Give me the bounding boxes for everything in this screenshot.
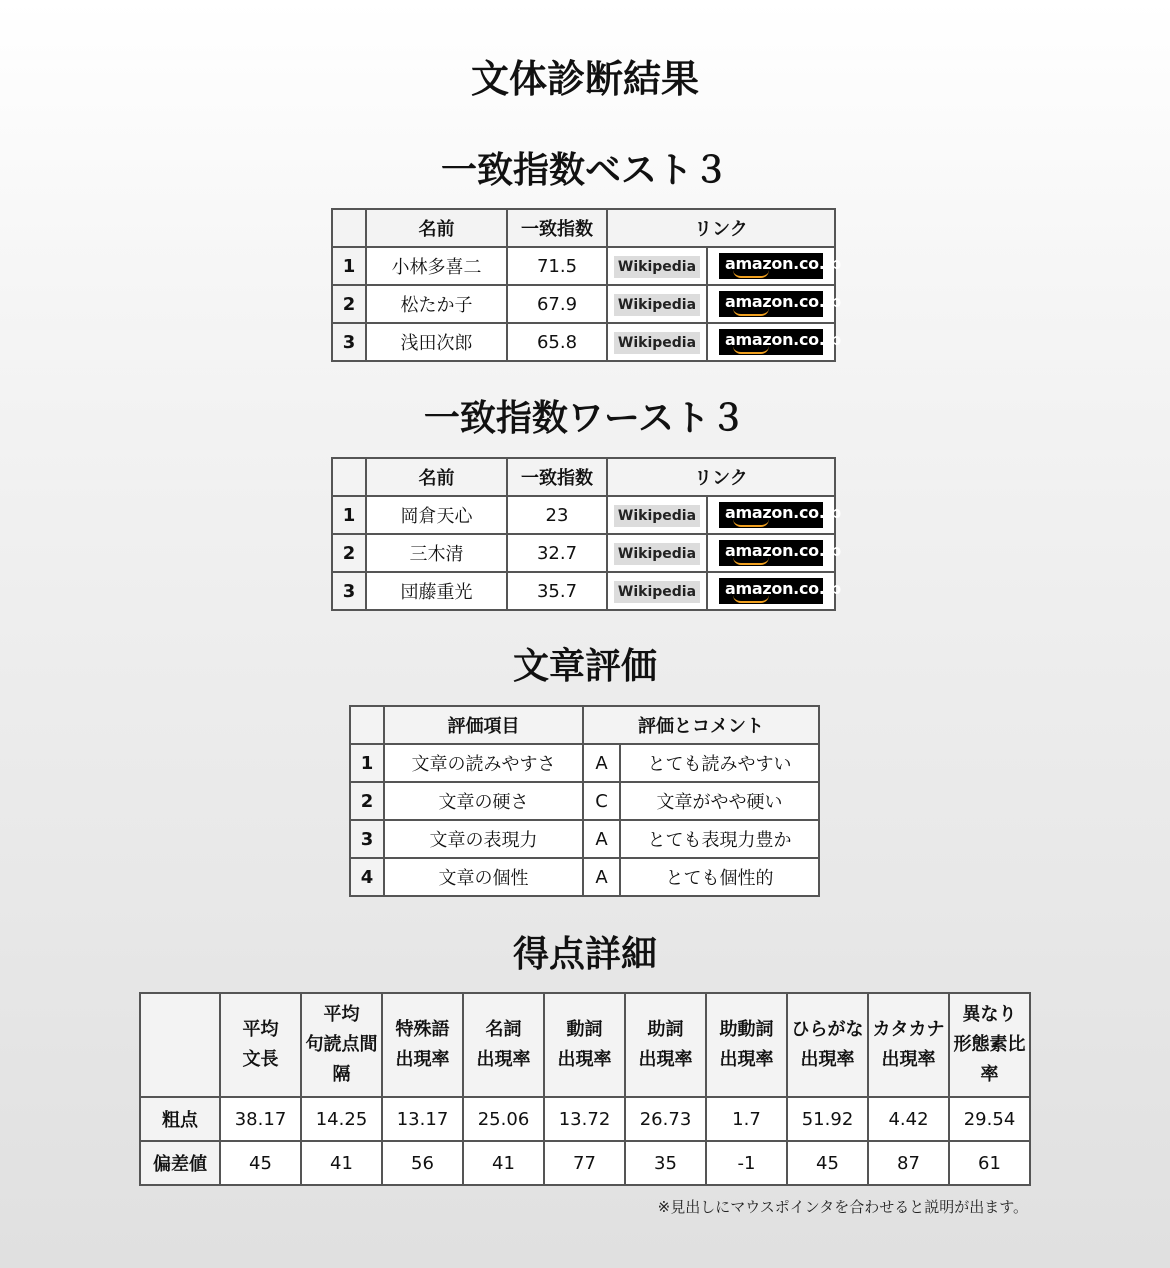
amazon-link-cell [707, 572, 841, 610]
amazon-logo-text: amazon.co.jp [725, 579, 841, 598]
hover-hint-note: ※見出しにマウスポインタを合わせると説明が出ます。 [657, 1198, 1028, 1216]
table-row [332, 534, 835, 572]
rank-cell: 1 [332, 496, 366, 534]
header-line: カタカナ [872, 1019, 945, 1040]
name-cell: 団藤重光 [366, 572, 507, 610]
name-header: 名前 [366, 458, 507, 496]
worst-table [331, 457, 841, 611]
katakana-rate-header[interactable] [868, 993, 949, 1097]
row-label: 偏差値 [140, 1141, 220, 1185]
header-line: 形態素比 [953, 1034, 1026, 1055]
score-cell: 23 [507, 496, 607, 534]
header-line: 出現率 [638, 1049, 693, 1070]
amazon-logo-text: amazon.co.jp [725, 292, 841, 311]
rank-cell: 2 [350, 782, 384, 820]
value-cell: 38.17 [220, 1097, 301, 1141]
avg-sentence-length-header[interactable] [220, 993, 301, 1097]
value-cell: 77 [544, 1141, 625, 1185]
hiragana-rate-header[interactable] [787, 993, 868, 1097]
rank-cell: 1 [350, 744, 384, 782]
grade-cell: C [583, 782, 620, 820]
wikipedia-link-cell [607, 496, 707, 534]
header-line: 平均 [323, 1004, 360, 1025]
amazon-logo-text: amazon.co.jp [725, 254, 841, 273]
header-line: 助詞 [647, 1019, 684, 1040]
table-row [350, 820, 819, 858]
wikipedia-link[interactable]: Wikipedia [614, 256, 700, 278]
amazon-smile-icon [733, 595, 769, 603]
header-line: 出現率 [557, 1049, 612, 1070]
link-header: リンク [607, 209, 835, 247]
amazon-link[interactable] [719, 540, 841, 566]
grade-cell: A [583, 744, 620, 782]
table-row [140, 1097, 1030, 1141]
amazon-link[interactable] [719, 253, 841, 279]
rank-cell: 3 [332, 323, 366, 361]
table-header-row [350, 706, 819, 744]
grade-cell: A [583, 858, 620, 896]
page-title: 文体診断結果 [470, 57, 699, 101]
wikipedia-link[interactable]: Wikipedia [614, 505, 700, 527]
rank-cell: 3 [332, 572, 366, 610]
header-line: 名詞 [485, 1019, 522, 1040]
amazon-link[interactable] [719, 578, 841, 604]
grade-cell: A [583, 820, 620, 858]
table-row [140, 1141, 1030, 1185]
header-line: 出現率 [395, 1049, 450, 1070]
value-cell: 87 [868, 1141, 949, 1185]
value-cell: 13.17 [382, 1097, 463, 1141]
rank-header [350, 706, 384, 744]
header-line: 出現率 [476, 1049, 531, 1070]
value-cell: 4.42 [868, 1097, 949, 1141]
value-cell: 29.54 [949, 1097, 1030, 1141]
rank-cell: 2 [332, 285, 366, 323]
table-row [350, 858, 819, 896]
value-cell: 41 [463, 1141, 544, 1185]
score-cell: 35.7 [507, 572, 607, 610]
table-row [332, 496, 835, 534]
header-line: 隔 [332, 1064, 351, 1085]
table-row [332, 323, 835, 361]
item-header: 評価項目 [384, 706, 583, 744]
amazon-link-cell [707, 285, 841, 323]
comment-cell: とても読みやすい [620, 744, 819, 782]
value-cell: 41 [301, 1141, 382, 1185]
amazon-smile-icon [733, 270, 769, 278]
row-label: 粗点 [140, 1097, 220, 1141]
rank-header [332, 458, 366, 496]
name-cell: 松たか子 [366, 285, 507, 323]
rank-cell: 3 [350, 820, 384, 858]
wikipedia-link[interactable]: Wikipedia [614, 332, 700, 354]
amazon-smile-icon [733, 519, 769, 527]
best-title: 一致指数ベスト３ [440, 150, 729, 191]
evaluation-title: 文章評価 [512, 646, 657, 687]
comment-header: 評価とコメント [583, 706, 819, 744]
wikipedia-link-cell [607, 323, 707, 361]
item-cell: 文章の表現力 [384, 820, 583, 858]
header-line: 文長 [242, 1049, 279, 1070]
value-cell: 1.7 [706, 1097, 787, 1141]
wikipedia-link[interactable]: Wikipedia [614, 543, 700, 565]
rank-cell: 2 [332, 534, 366, 572]
wikipedia-link[interactable]: Wikipedia [614, 294, 700, 316]
score-cell: 32.7 [507, 534, 607, 572]
amazon-link-cell [707, 534, 841, 572]
table-header-row [332, 458, 835, 496]
header-line: 句読点間 [305, 1034, 378, 1055]
best-table [331, 208, 841, 362]
name-header: 名前 [366, 209, 507, 247]
aux-verb-rate-header[interactable] [706, 993, 787, 1097]
name-cell: 岡倉天心 [366, 496, 507, 534]
rank-cell: 1 [332, 247, 366, 285]
header-line: 率 [980, 1064, 999, 1085]
header-line: 特殊語 [395, 1019, 450, 1040]
header-line: 平均 [242, 1019, 279, 1040]
wikipedia-link-cell [607, 572, 707, 610]
comment-cell: 文章がやや硬い [620, 782, 819, 820]
name-cell: 小林多喜二 [366, 247, 507, 285]
table-row [350, 782, 819, 820]
header-line: 助動詞 [719, 1019, 774, 1040]
details-title: 得点詳細 [512, 934, 657, 975]
name-cell: 浅田次郎 [366, 323, 507, 361]
amazon-link-cell [707, 323, 841, 361]
rank-cell: 4 [350, 858, 384, 896]
wikipedia-link[interactable]: Wikipedia [614, 581, 700, 603]
comment-cell: とても表現力豊か [620, 820, 819, 858]
header-line: 出現率 [800, 1049, 855, 1070]
value-cell: 13.72 [544, 1097, 625, 1141]
value-cell: 45 [787, 1141, 868, 1185]
item-cell: 文章の硬さ [384, 782, 583, 820]
score-header: 一致指数 [507, 458, 607, 496]
table-row [350, 744, 819, 782]
amazon-smile-icon [733, 346, 769, 354]
wikipedia-link-cell [607, 534, 707, 572]
amazon-logo-text: amazon.co.jp [725, 541, 841, 560]
amazon-link[interactable] [719, 291, 841, 317]
score-cell: 67.9 [507, 285, 607, 323]
verb-rate-header[interactable] [544, 993, 625, 1097]
value-cell: 61 [949, 1141, 1030, 1185]
table-row [332, 247, 835, 285]
wikipedia-link-cell [607, 285, 707, 323]
amazon-link[interactable] [719, 329, 841, 355]
header-line: 出現率 [719, 1049, 774, 1070]
rank-header [332, 209, 366, 247]
evaluation-table [349, 705, 820, 897]
amazon-smile-icon [733, 308, 769, 316]
value-cell: 35 [625, 1141, 706, 1185]
value-cell: -1 [706, 1141, 787, 1185]
item-cell: 文章の個性 [384, 858, 583, 896]
value-cell: 25.06 [463, 1097, 544, 1141]
value-cell: 45 [220, 1141, 301, 1185]
header-line: ひらがな [791, 1019, 864, 1040]
header-line: 動詞 [566, 1019, 603, 1040]
table-row [332, 285, 835, 323]
noun-rate-header[interactable] [463, 993, 544, 1097]
corner-header [140, 993, 220, 1097]
amazon-smile-icon [733, 557, 769, 565]
avg-punctuation-interval-header[interactable] [301, 993, 382, 1097]
item-cell: 文章の読みやすさ [384, 744, 583, 782]
value-cell: 56 [382, 1141, 463, 1185]
score-header: 一致指数 [507, 209, 607, 247]
morpheme-ratio-header[interactable] [949, 993, 1030, 1097]
amazon-link-cell [707, 496, 841, 534]
value-cell: 51.92 [787, 1097, 868, 1141]
link-header: リンク [607, 458, 835, 496]
table-header-row [332, 209, 835, 247]
amazon-link-cell [707, 247, 841, 285]
table-row [332, 572, 835, 610]
amazon-logo-text: amazon.co.jp [725, 330, 841, 349]
worst-title: 一致指数ワースト３ [423, 398, 747, 439]
particle-rate-header[interactable] [625, 993, 706, 1097]
header-line: 出現率 [881, 1049, 936, 1070]
table-header-row [140, 993, 1030, 1097]
score-cell: 71.5 [507, 247, 607, 285]
score-cell: 65.8 [507, 323, 607, 361]
value-cell: 26.73 [625, 1097, 706, 1141]
comment-cell: とても個性的 [620, 858, 819, 896]
amazon-link[interactable] [719, 502, 841, 528]
value-cell: 14.25 [301, 1097, 382, 1141]
amazon-logo-text: amazon.co.jp [725, 503, 841, 522]
special-words-header[interactable] [382, 993, 463, 1097]
wikipedia-link-cell [607, 247, 707, 285]
name-cell: 三木清 [366, 534, 507, 572]
details-table [139, 992, 1031, 1186]
header-line: 異なり [962, 1004, 1017, 1025]
